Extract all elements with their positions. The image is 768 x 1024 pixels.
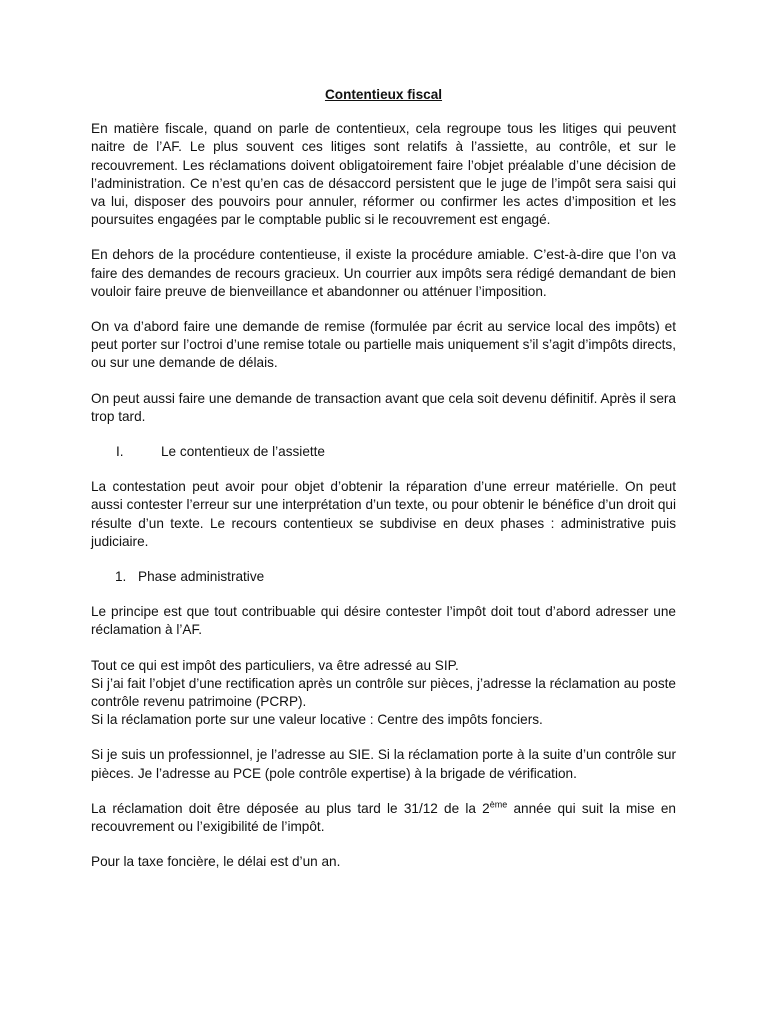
paragraph-amiable: En dehors de la procédure contentieuse, il existe la procédure amiable. C’est-à-dire que l’on va faire des demandes de recours gracieux. Un courrier aux impôts sera rédigé demandant de bien vouloir faire preuve de bienveillance et abandonner ou atténuer l’imposition. <box>91 247 676 299</box>
superscript: ème <box>489 799 508 810</box>
text-line: Si j’ai fait l’objet d’une rectification après un contrôle sur pièces, j’adresse la réclamation au poste contrôle revenu patrimoine (PCRP). <box>91 675 676 710</box>
text-line: Si la réclamation porte sur une valeur locative : Centre des impôts fonciers. <box>91 712 543 728</box>
paragraph-contestation: La contestation peut avoir pour objet d’obtenir la réparation d’une erreur matérielle. On peut aussi contester l’erreur sur une interprétation d’un texte, ou pour obtenir le bénéfice d’un droit qui résulte d’un texte. Le recours contentieux se subdivise en deux phases : administrative puis judiciaire. <box>91 479 676 549</box>
paragraph-principe: Le principe est que tout contribuable qui désire contester l’impôt doit tout d’abord adresser une réclamation à l’AF. <box>91 604 676 638</box>
paragraph-transaction: On peut aussi faire une demande de transaction avant que cela soit devenu définitif. Après il sera trop tard. <box>91 390 676 424</box>
text-line: Tout ce qui est impôt des particuliers, va être adressé au SIP. <box>91 657 459 673</box>
text-span: La réclamation doit être déposée au plus tard le 31/12 de la 2 <box>91 800 490 816</box>
subsection-title: Phase administrative <box>138 569 265 585</box>
paragraph-intro: En matière fiscale, quand on parle de contentieux, cela regroupe tous les litiges qui peuvent naitre de l’AF. Le plus souvent ces litiges sont relatifs à l’assiette, au contrôle, et sur le recouvrement. Les réclamations doivent obligatoirement faire l’objet préalable d’une décision de l’administration. Ce n’est qu’en cas de désaccord persistent que le juge de l’impôt sera saisi qui va lui, disposer des pouvoirs pour annuler, réformer ou confirmer les actes d’imposition et les poursuites engagées par le comptable public si le recouvrement est engagé. <box>91 121 676 228</box>
subsection-heading <box>115 568 676 586</box>
section-title: Le contentieux de l’assiette <box>161 444 325 460</box>
paragraph-taxe-fonciere: Pour la taxe foncière, le délai est d’un an. <box>91 854 341 870</box>
document-title: Contentieux fiscal <box>324 87 443 102</box>
section-heading <box>116 443 676 461</box>
document-page <box>91 86 676 889</box>
section-number: I. <box>116 444 124 460</box>
subsection-number: 1. <box>115 569 127 585</box>
paragraph-professionnel: Si je suis un professionnel, je l’adresse au SIE. Si la réclamation porte à la suite d’un contrôle sur pièces. Je l’adresse au PCE (pole contrôle expertise) à la brigade de vérification. <box>91 747 676 781</box>
paragraph-remise: On va d’abord faire une demande de remise (formulée par écrit au service local des impôts) et peut porter sur l’octroi d’une remise totale ou partielle mais uniquement s’il s’agit d’impôts directs, ou sur une demande de délais. <box>91 319 676 371</box>
paragraph-adresses <box>91 657 676 730</box>
text-span: année qui suit la mise en recouvrement ou l’exigibilité de l’impôt. <box>91 800 676 835</box>
paragraph-delai <box>91 800 676 836</box>
